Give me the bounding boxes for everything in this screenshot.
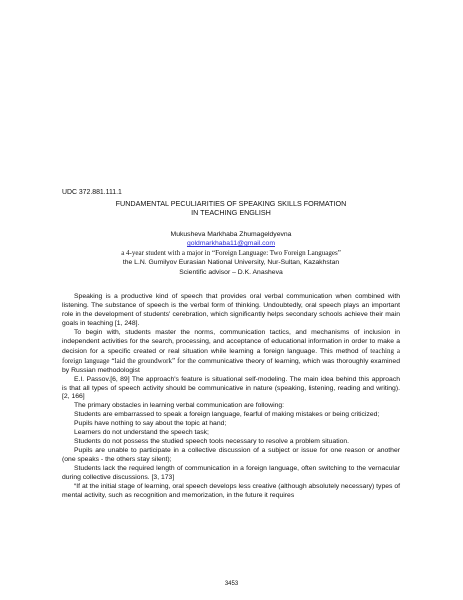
udc-code: UDC 372.881.111.1 xyxy=(62,189,122,196)
page-number: 3453 xyxy=(224,581,239,587)
author-email-link[interactable]: goldmarkhaba11@gmail.com xyxy=(186,240,275,248)
list-item: Students lack the required length of communication in a foreign language, often switching to the vernacular during collective discussions. [3, 173] xyxy=(62,465,400,482)
paragraph: “If at the initial stage of learning, oral speech develops less creative (although absolutely necessary) types of mental activity, such as recognition and memorization, in the future it requires xyxy=(62,483,400,499)
paragraph xyxy=(62,329,400,376)
paper-title xyxy=(62,199,400,218)
paragraph-text: To begin with, students master the norms, communication tactics, and mechanisms of inclusion in independent activities for the search, processing, and acceptance of educational information in order to make a decision for a specific created or real situation while learning a foreign language. This method xyxy=(62,328,400,355)
list-item: Students do not possess the studied speech tools necessary to resolve a problem situation. xyxy=(74,438,350,446)
list-item: Learners do not understand the speech task; xyxy=(74,429,209,437)
title-line-2: IN TEACHING ENGLISH xyxy=(191,208,271,218)
paragraph: Speaking is a productive kind of speech that provides oral verbal communication when combined with listening. The substance of speech is the verbal form of thinking. Undoubtedly, oral speech plays an important role in the development of students' cerebration, which significantly helps secondary schools achieve their main goals in teaching [1, 248]. xyxy=(62,293,400,327)
paragraph: E.I. Passov.[6, 89] The approach's feature is situational self-modeling. The main idea behind this approach is that all types of speech activity should be communicative in nature (speaking, listening, reading and writing).[2, 166] xyxy=(62,375,400,401)
list-item: Students are embarrassed to speak a foreign language, fearful of making mistakes or being criticized; xyxy=(74,411,380,419)
author-affiliation: the L.N. Gumilyov Eurasian National University, Nur-Sultan, Kazakhstan xyxy=(122,259,340,267)
title-line-1: FUNDAMENTAL PECULIARITIES OF SPEAKING SKILLS FORMATION xyxy=(115,199,347,208)
list-item: Pupils are unable to participate in a collective discussion of a subject or issue for one reason or another (one speaks - the others stay silent); xyxy=(62,447,400,464)
paragraph-text: communicative theory of learning, which was thoroughly examined by Russian methodologist xyxy=(62,357,400,374)
list-item: Pupils have nothing to say about the topic at hand; xyxy=(74,420,227,428)
author-block xyxy=(62,230,400,277)
body-text xyxy=(62,293,400,501)
author-status: a 4-year student with a major in “Foreign Language: Two Foreign Languages” xyxy=(121,248,341,257)
paragraph-serif-text: of teaching a foreign language “laid the groundwork” for the xyxy=(62,346,400,365)
scientific-advisor: Scientific advisor – D.K. Anasheva xyxy=(179,268,283,276)
author-name: Mukusheva Markhaba Zhumageldyevna xyxy=(170,231,292,238)
paragraph: The primary obstacles in learning verbal communication are following: xyxy=(74,402,285,410)
